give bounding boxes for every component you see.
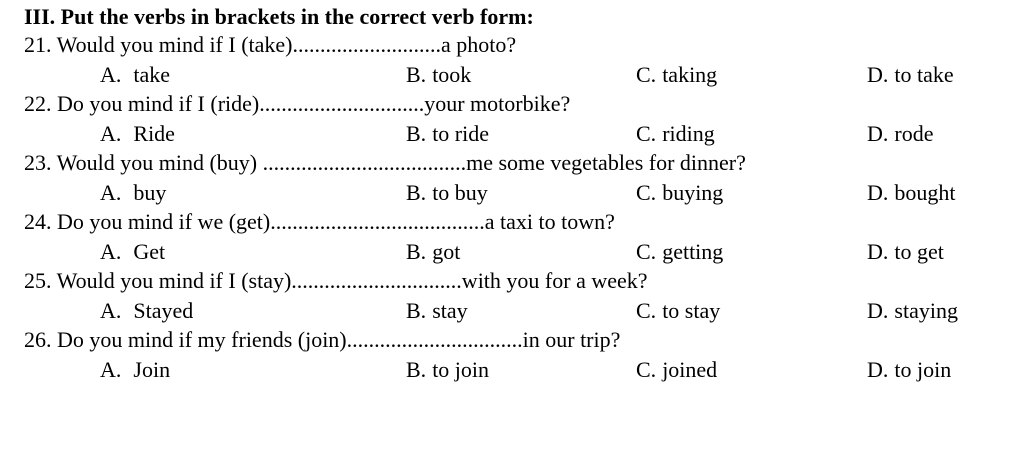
option-letter: B. [406, 61, 427, 87]
option-text: rode [894, 120, 934, 146]
option-text: to ride [432, 120, 490, 146]
option-b [406, 119, 489, 149]
exercise-title: III. Put the verbs in brackets in the correct verb form: [24, 4, 534, 29]
answer-options [24, 178, 1004, 208]
option-b [406, 355, 489, 385]
option-text: taking [662, 61, 718, 87]
option-text: got [432, 238, 461, 264]
option-letter: B. [406, 179, 427, 205]
answer-options [24, 119, 1004, 149]
option-text: to get [894, 238, 944, 264]
question-number: 23. [24, 150, 52, 175]
option-letter: C. [636, 356, 657, 382]
question-number: 25. [24, 268, 52, 293]
question-text: Do you mind if my friends (join)................................in our trip? [57, 327, 621, 352]
question-21 [24, 30, 1004, 60]
option-letter: A. [100, 120, 122, 146]
option-c [636, 119, 715, 149]
option-c [636, 237, 723, 267]
option-text: Ride [133, 120, 175, 146]
option-letter: A. [100, 61, 122, 87]
answer-options [24, 60, 1004, 90]
option-text: to stay [662, 297, 721, 323]
option-text: riding [662, 120, 715, 146]
option-letter: A. [100, 356, 122, 382]
option-letter: D. [867, 61, 889, 87]
option-letter: D. [867, 120, 889, 146]
option-a [100, 355, 170, 385]
option-d [867, 119, 933, 149]
question-number: 24. [24, 209, 52, 234]
question-text: Do you mind if we (get).......................................a taxi to town? [57, 209, 615, 234]
option-a [100, 296, 193, 326]
option-d [867, 178, 956, 208]
answer-options [24, 296, 1004, 326]
option-d [867, 296, 958, 326]
question-text: Do you mind if I (ride)..............................your motorbike? [57, 91, 571, 116]
question-24 [24, 207, 1004, 237]
option-letter: C. [636, 297, 657, 323]
option-text: stay [432, 297, 468, 323]
option-text: buy [133, 179, 167, 205]
option-d [867, 355, 951, 385]
option-letter: C. [636, 179, 657, 205]
option-letter: C. [636, 120, 657, 146]
option-c [636, 296, 720, 326]
option-letter: C. [636, 238, 657, 264]
option-text: Get [133, 238, 166, 264]
answer-options [24, 237, 1004, 267]
question-26 [24, 325, 1004, 355]
question-number: 21. [24, 32, 52, 57]
option-letter: A. [100, 179, 122, 205]
option-text: joined [662, 356, 718, 382]
option-text: Stayed [133, 297, 194, 323]
option-text: bought [894, 179, 956, 205]
option-b [406, 60, 471, 90]
option-b [406, 296, 468, 326]
question-23 [24, 148, 1004, 178]
question-list [24, 30, 1004, 384]
option-d [867, 60, 954, 90]
question-number: 26. [24, 327, 52, 352]
option-a [100, 60, 170, 90]
option-text: buying [662, 179, 724, 205]
option-b [406, 178, 488, 208]
question-22 [24, 89, 1004, 119]
option-letter: B. [406, 297, 427, 323]
option-c [636, 178, 723, 208]
option-a [100, 237, 165, 267]
option-letter: C. [636, 61, 657, 87]
option-c [636, 355, 717, 385]
option-letter: B. [406, 238, 427, 264]
option-letter: D. [867, 356, 889, 382]
question-text: Would you mind (buy) .....................................me some vegetables for dinner? [56, 150, 746, 175]
option-text: took [432, 61, 472, 87]
question-25 [24, 266, 1004, 296]
question-text: Would you mind if I (stay)...............................with you for a week? [56, 268, 648, 293]
option-text: Join [133, 356, 171, 382]
option-letter: A. [100, 297, 122, 323]
answer-options [24, 355, 1004, 385]
option-letter: A. [100, 238, 122, 264]
option-c [636, 60, 717, 90]
option-letter: B. [406, 356, 427, 382]
option-text: staying [894, 297, 958, 323]
question-number: 22. [24, 91, 52, 116]
question-text: Would you mind if I (take)...........................a photo? [56, 32, 517, 57]
option-text: to join [894, 356, 952, 382]
option-text: to take [894, 61, 954, 87]
option-letter: D. [867, 238, 889, 264]
option-letter: D. [867, 297, 889, 323]
option-text: getting [662, 238, 724, 264]
option-a [100, 119, 175, 149]
option-text: to join [432, 356, 490, 382]
option-letter: B. [406, 120, 427, 146]
exercise-sheet [24, 4, 1004, 384]
option-text: take [133, 61, 171, 87]
option-d [867, 237, 944, 267]
option-b [406, 237, 460, 267]
option-a [100, 178, 166, 208]
option-text: to buy [432, 179, 488, 205]
option-letter: D. [867, 179, 889, 205]
